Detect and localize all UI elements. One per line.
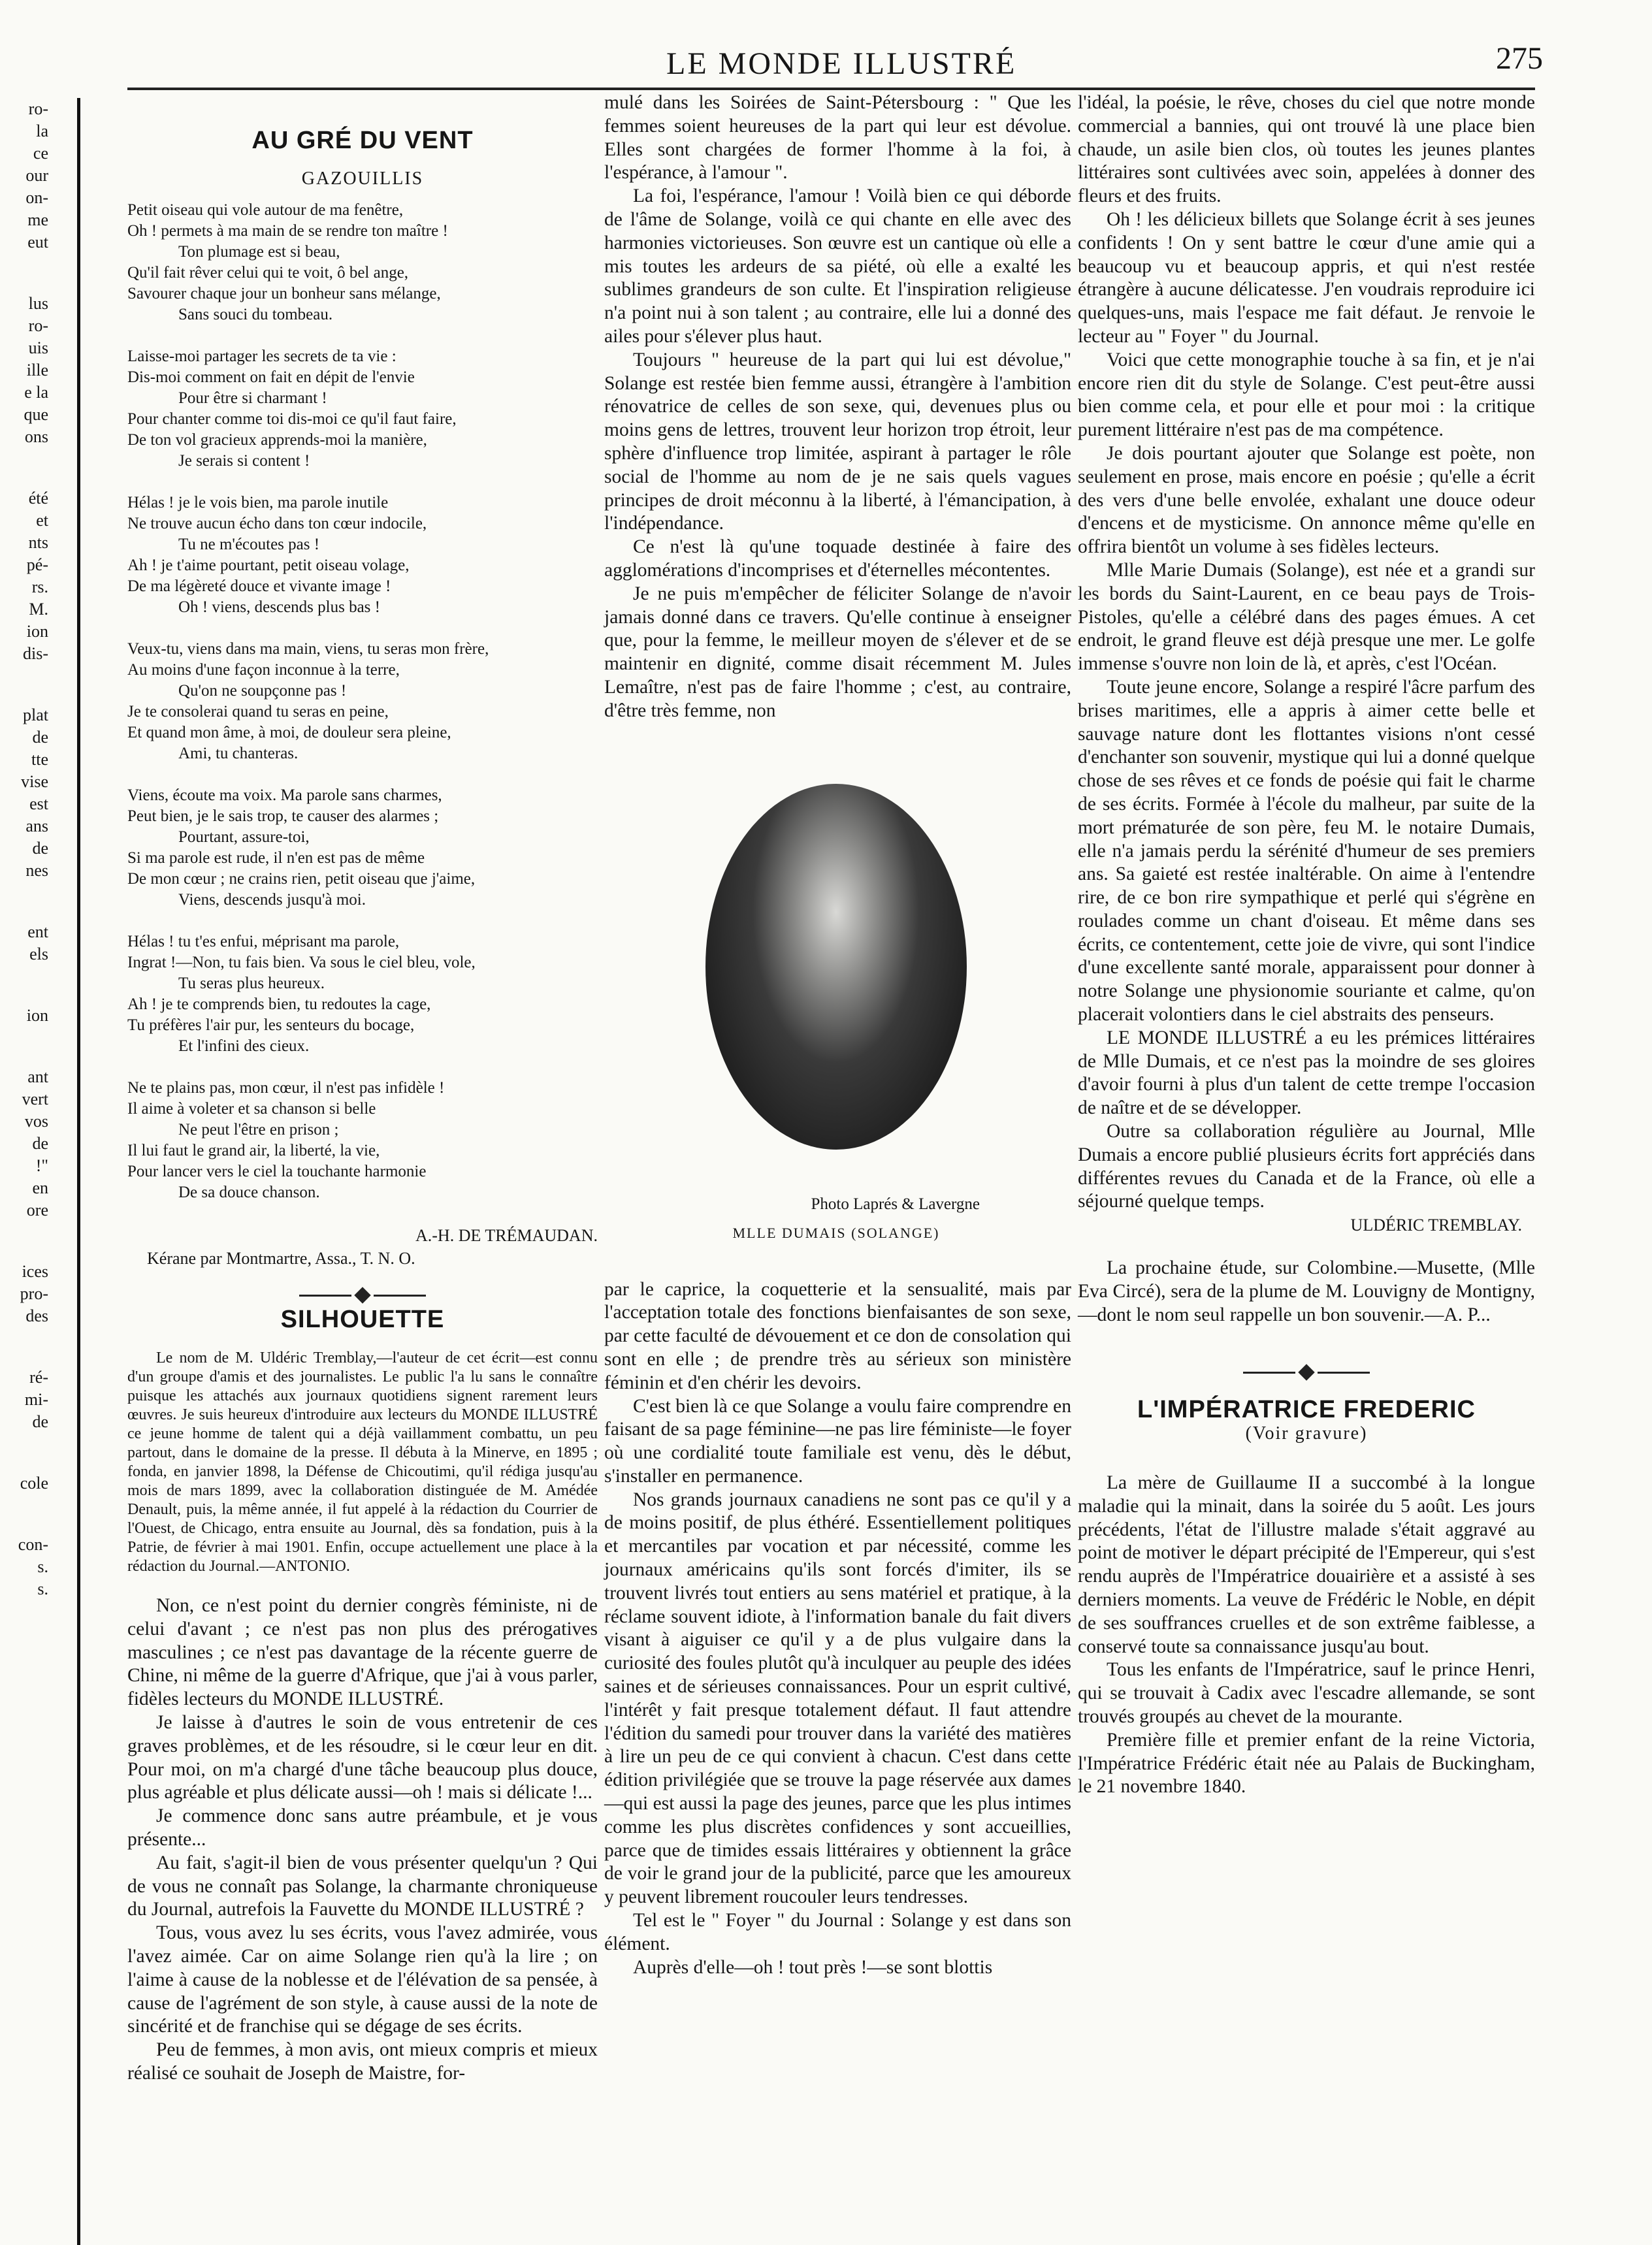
masthead-title: LE MONDE ILLUSTRÉ — [666, 46, 1017, 81]
poem-line: Ingrat !—Non, tu fais bien. Va sous le ciel bleu, vole, — [127, 953, 476, 971]
margin-fragment: ro- — [28, 99, 48, 118]
paragraph: Nos grands journaux canadiens ne sont pas ce qu'il y a de moins positif, de plus éthéré. Essentiellement politiques et mercantiles par vocation et par nécessité, comme les journaux américains qu'ils sont forcés d'imiter, ils se trouvent livrés tout entiers au sens matériel et pratique, à la réclame souvent idiote, à l'information banale du fait divers visant à aiguiser ce qu'il y a de plus vulgaire dans la curiosité des foules plutôt qu'à inculquer au peuple des idées saines et de sérieuses connaissances. Pour un esprit cultivé, l'intérêt y fait presque totalement défaut. Il faut attendre l'édition du samedi pour trouver dans la variété des matières à lire un peu de ce qui convient à chacun. C'est dans cette édition privilégiée que se trouve la page réservée aux dames—qui est aussi la page des jeunes, parce que les plus intimes comme les plus discrètes confidences y sont accueillies, parce que de timides essais littéraires y obtiennent la grâce de voir le grand jour de la publicité, parce que les amoureux y peuvent librement roucouler leurs tendresses. — [604, 1489, 1071, 1908]
photo-caption: MLLE DUMAIS (SOLANGE) — [732, 1225, 940, 1241]
paragraph: Je laisse à d'autres le soin de vous entretenir de ces graves problèmes, et de les résoudre, si le cœur leur en dit. Pour moi, on m'a chargé d'une tâche beaucoup plus douce, plus agréable et plus délicate aussi—oh ! mais si délicate !... — [127, 1711, 598, 1803]
poem-line: De mon cœur ; ne crains rien, petit oiseau que j'aime, — [127, 869, 476, 888]
margin-fragment: ion — [26, 622, 48, 641]
poem-line: Pour être si charmant ! — [178, 389, 327, 407]
paragraph: Auprès d'elle—oh ! tout près !—se sont blottis — [633, 1956, 993, 1978]
paragraph: C'est bien là ce que Solange a voulu faire comprendre en faisant de sa page féminine—ne pas lire féministe—le foyer où une cordialité toute familiale est venu, dès le début, s'installer en permanence. — [604, 1395, 1071, 1487]
margin-fragment: des — [25, 1306, 48, 1325]
paragraph: Tous les enfants de l'Impératrice, sauf le prince Henri, qui se trouvait à Cadix avec l'escadre allemande, se sont trouvés groupés au chevet de la mourante. — [1078, 1659, 1535, 1727]
portrait-oval-image — [705, 784, 967, 1150]
poem-line: Savourer chaque jour un bonheur sans mélange, — [127, 284, 441, 302]
margin-fragment: ille — [26, 361, 48, 380]
margin-fragment: ices — [22, 1262, 48, 1281]
silhouette-title: SILHOUETTE — [280, 1306, 445, 1334]
poem-line: Qu'on ne soupçonne pas ! — [178, 681, 347, 700]
silhouette-body — [127, 1594, 598, 2086]
poem-line: De sa douce chanson. — [178, 1183, 320, 1201]
margin-fragment: lus — [28, 294, 48, 313]
margin-fragment: rs. — [31, 577, 48, 596]
page-header — [0, 0, 1652, 98]
margin-fragment: e la — [24, 383, 48, 402]
poem-line: Au moins d'une façon inconnue à la terre, — [127, 660, 400, 679]
empress-title: L'IMPÉRATRICE FREDERIC — [1137, 1396, 1476, 1424]
paragraph: Ce n'est là qu'une toquade destinée à faire des agglomérations d'incomprises et d'éternelles mécontentes. — [604, 536, 1071, 581]
poem-line: Peut bien, je le sais trop, te causer des alarmes ; — [127, 807, 439, 825]
poem-line: Ah ! je t'aime pourtant, petit oiseau volage, — [127, 556, 410, 574]
margin-fragment: pé- — [26, 555, 48, 574]
margin-fragment: et — [36, 511, 48, 530]
paragraph: Tous, vous avez lu ses écrits, vous l'avez admirée, vous l'avez aimée. Car on aime Solange rien qu'à la lire ; on l'aime à cause de la noblesse et de l'élévation de sa pensée, à cause de l'agrément de son style, à cause aussi de la note de sincérité et de franchise qui se dégage de ses écrits. — [127, 1922, 598, 2037]
poem-line: Tu seras plus heureux. — [178, 974, 325, 992]
poem-place: Kérane par Montmartre, Assa., T. N. O. — [147, 1249, 415, 1268]
paragraph: Non, ce n'est point du dernier congrès féministe, ni de celui d'avant ; ce n'est pas non plus des prérogatives masculines ; ce n'est pas davantage de la récente guerre de Chine, ni même de la guerre d'Afrique, que j'ai à vous parler, fidèles lecteurs du MONDE ILLUSTRÉ. — [127, 1594, 598, 1710]
margin-fragment: nts — [28, 533, 48, 552]
poem — [127, 200, 598, 1224]
margin-fragment: con- — [18, 1535, 48, 1554]
margin-fragment: plat — [23, 705, 48, 724]
margin-fragment: me — [27, 210, 48, 229]
paragraph: mulé dans les Soirées de Saint-Pétersbourg : " Que les femmes soient heureuses de la part qui leur est dévolue. Elles sont chargées de former l'homme à la foi, à l'espérance, à l'amour ". — [604, 92, 1071, 184]
poem-line: Ne trouve aucun écho dans ton cœur indocile, — [127, 514, 427, 532]
paragraph: Au fait, s'agit-il bien de vous présenter quelqu'un ? Qui de vous ne connaît pas Solange, la charmante chroniqueuse du Journal, autrefois la Fauvette du MONDE ILLUSTRÉ ? — [127, 1852, 598, 1920]
margin-fragment: tte — [31, 750, 48, 769]
column-2-text-bottom — [604, 1278, 1071, 1980]
margin-fragment: de — [32, 1412, 48, 1431]
poem-line: Veux-tu, viens dans ma main, viens, tu seras mon frère, — [127, 639, 489, 658]
paragraph: Mlle Marie Dumais (Solange), est née et a grandi sur les bords du Saint-Laurent, en ce beau pays de Trois-Pistoles, qu'elle a célébré dans des pages émues. A cet endroit, le grand fleuve est déjà presque une mer. Le golfe immense s'ouvre non loin de là, et après, c'est l'Océan. — [1078, 559, 1535, 675]
margin-fragment: s. — [37, 1557, 48, 1576]
margin-fragment: vise — [21, 772, 48, 791]
column-3 — [1078, 91, 1535, 1799]
column-1 — [127, 91, 598, 2086]
margin-fragment: ant — [27, 1067, 48, 1086]
poem-line: Et quand mon âme, à moi, de douleur sera pleine, — [127, 723, 451, 741]
poem-subtitle: GAZOUILLIS — [301, 168, 424, 189]
margin-fragment: mi- — [24, 1390, 48, 1409]
paragraph: par le caprice, la coquetterie et la sensualité, mais par l'acceptation totale des fonctions bienfaisantes de son sexe, par cette faculté de dévouement et ce don de consolation qui sont en elle ; de prendre très au sérieux son ministère féminin et d'en chérir les devoirs. — [604, 1278, 1071, 1393]
column-3-text — [1078, 91, 1535, 1214]
poem-line: Et l'infini des cieux. — [178, 1037, 310, 1055]
margin-fragment: s. — [37, 1579, 48, 1598]
poem-line: Hélas ! je le vois bien, ma parole inutile — [127, 493, 389, 511]
margin-fragment: est — [29, 794, 48, 813]
poem-line: Pourtant, assure-toi, — [178, 828, 310, 846]
margin-fragment: ore — [26, 1201, 48, 1219]
poem-line: Pour chanter comme toi dis-moi ce qu'il faut faire, — [127, 410, 457, 428]
poem-line: Qu'il fait rêver celui qui te voit, ô bel ange, — [127, 263, 409, 282]
previous-page-margin — [0, 98, 52, 2188]
margin-fragment: été — [28, 489, 48, 508]
margin-fragment: de — [32, 839, 48, 858]
margin-fragment: pro- — [20, 1284, 48, 1303]
margin-fragment: ion — [26, 1006, 48, 1025]
poem-title: AU GRÉ DU VENT — [251, 127, 474, 154]
paragraph: Je ne puis m'empêcher de féliciter Solange de n'avoir jamais donné dans ce travers. Qu'elle continue à enseigner que, pour la femme, le meilleur moyen de s'élever et de se maintenir en dignité, comme disait récemment M. Jules Lemaître, n'est pas de faire l'homme ; c'est, au contraire, d'être très femme, non — [604, 583, 1071, 721]
column-2-text-top — [604, 91, 1071, 723]
paragraph: Toute jeune encore, Solange a respiré l'âcre parfum des brises maritimes, elle a appris à aimer cette belle et sauvage nature dont les flottantes visions n'ont cessé d'enchanter son souvenir, mystique qui lui a donné quelque chose de ses rêves et ce fonds de poésie qui fait le charme de ses écrits. Formée à l'école du malheur, par suite de la mort prématurée de son père, feu M. le notaire Dumais, elle n'a jamais perdu la sérénité d'humeur de ses premiers ans. Sa gaieté est restée inaltérable. On aime à l'entendre rire, de ce bon rire sympathique et perlé qui s'égrène en roulades comme un chant d'oiseau. Et même dans ses écrits, ce contentement, cette joie de vivre, qui sont l'indice d'une excellente santé morale, apparaissent pour donner à notre Solange une physionomie souriante et calme, qu'on placerait volontiers dans le ciel abstraits des penseurs. — [1078, 676, 1535, 1026]
poem-author: A.-H. DE TRÉMAUDAN. — [415, 1225, 598, 1245]
poem-line: Il aime à voleter et sa chanson si belle — [127, 1099, 376, 1118]
paragraph: Toujours " heureuse de la part qui lui est dévolue," Solange est restée bien femme aussi, étrangère à l'ambition rénovatrice de celles de son sexe, qui, devenues plus ou moins gens de lettres, trouvent leur horizon trop étroit, leur sphère d'influence trop limitée, aspirant à partager le rôle social de l'homme au nom de je ne sais quels vagues principes de droit méconnu à la liberté, à l'émancipation, à l'indépendance. — [604, 349, 1071, 534]
margin-fragment: ro- — [28, 316, 48, 335]
poem-line: Sans souci du tombeau. — [178, 305, 333, 323]
paragraph: l'idéal, la poésie, le rêve, choses du ciel que notre monde commercial a bannies, qui ont trouvé là une place bien chaude, un asile bien clos, où toutes les jeunes plantes littéraires sont cultivées avec soin, appelées à donner des fleurs et des fruits. — [1078, 92, 1535, 207]
margin-fragment: M. — [29, 600, 48, 619]
margin-fragment: ent — [27, 922, 48, 941]
margin-fragment: eut — [27, 233, 48, 251]
margin-fragment: ans — [25, 816, 48, 835]
poem-line: Dis-moi comment on fait en dépit de l'envie — [127, 368, 415, 386]
margin-fragment: que — [24, 405, 48, 424]
section-ornament — [127, 1282, 598, 1308]
poem-line: Viens, écoute ma voix. Ma parole sans charmes, — [127, 786, 442, 804]
poem-line: Ami, tu chanteras. — [178, 744, 299, 762]
margin-fragment: en — [32, 1178, 48, 1197]
page-number: 275 — [1496, 41, 1543, 76]
header-rule — [127, 88, 1535, 90]
poem-line: Viens, descends jusqu'à moi. — [178, 890, 366, 909]
poem-line: De ma légèreté douce et vivante image ! — [127, 577, 391, 595]
margin-fragment: vert — [22, 1090, 48, 1108]
margin-fragment: dis- — [23, 644, 48, 663]
poem-line: De ton vol gracieux apprends-moi la manière, — [127, 430, 427, 449]
paragraph: La foi, l'espérance, l'amour ! Voilà bien ce qui déborde de l'âme de Solange, voilà ce qui chante en elle avec des harmonies victorieuses. Son œuvre est un cantique où elle a mis toutes les ardeurs de sa piété, où elle a exalté les sublimes grandeurs de son culte. Et l'inspiration religieuse n'a point nui à son talent ; au contraire, elle lui a donné des ailes pour s'élever plus haut. — [604, 186, 1071, 347]
poem-line: Hélas ! tu t'es enfui, méprisant ma parole, — [127, 932, 400, 950]
poem-line: Ah ! je te comprends bien, tu redoutes la cage, — [127, 995, 431, 1013]
empress-body — [1078, 1472, 1535, 1799]
margin-fragment: ons — [24, 427, 48, 446]
margin-fragment: our — [25, 166, 48, 185]
paragraph: Je dois pourtant ajouter que Solange est poète, non seulement en prose, mais encore en poésie ; qu'elle a écrit des vers d'une belle envolée, exhalant une douce odeur d'encens et de mysticisme. On annonce même qu'elle en offrira bientôt un volume à ses fidèles lecteurs. — [1078, 442, 1535, 558]
margin-fragment: cole — [20, 1474, 48, 1493]
margin-fragment: ce — [33, 144, 48, 163]
portrait-photo — [692, 784, 980, 1264]
poem-line: Il lui faut le grand air, la liberté, la vie, — [127, 1141, 380, 1159]
section-ornament-2 — [1078, 1359, 1535, 1385]
margin-fragment: vos — [24, 1112, 48, 1131]
margin-fragment: els — [29, 945, 48, 963]
paragraph: Tel est le " Foyer " du Journal : Solange y est dans son élément. — [604, 1910, 1071, 1954]
paragraph: Peu de femmes, à mon avis, ont mieux compris et mieux réalisé ce souhait de Joseph de Maistre, for- — [127, 2039, 598, 2084]
poem-line: Ton plumage est si beau, — [178, 242, 340, 261]
photo-credit: Photo Laprés & Lavergne — [811, 1195, 980, 1213]
paragraph: Oh ! les délicieux billets que Solange écrit à ses jeunes confidents ! On y sent battre le cœur d'une amie qui a beaucoup vu et beaucoup appris, et qui n'est restée étrangère à aucune délicatesse. J'en voudrais reproduire ici quelques-uns, mais l'espace me fait défaut. Je renvoie le lecteur au " Foyer " du Journal. — [1078, 208, 1535, 347]
paragraph: La mère de Guillaume II a succombé à la longue maladie qui la minait, dans la soirée du 5 août. Les jours précédents, l'état de l'illustre malade s'était aggravé au point de motiver le départ précipité de l'Empereur, qui s'est rendu auprès de l'Impératrice douairière et a assisté à ses derniers moments. La veuve de Frédéric le Noble, en dépit de ses souffrances cruelles et de son extrême faiblesse, a conservé toute sa connaissance jusqu'au bout. — [1078, 1472, 1535, 1657]
poem-line: Oh ! viens, descends plus bas ! — [178, 598, 380, 616]
margin-fragment: de — [32, 728, 48, 747]
paragraph: Voici que cette monographie touche à sa fin, et je n'ai encore rien dit du style de Solange. C'est peut-être aussi bien comme cela, et pour elle et pour moi : la critique purement littéraire n'est pas de ma compétence. — [1078, 349, 1535, 441]
margin-fragment: ré- — [29, 1368, 48, 1387]
paragraph: Première fille et premier enfant de la reine Victoria, l'Impératrice Frédéric était née au Palais de Buckingham, le 21 novembre 1840. — [1078, 1729, 1535, 1798]
article-signature: ULDÉRIC TREMBLAY. — [1350, 1216, 1522, 1235]
poem-line: Tu ne m'écoutes pas ! — [178, 535, 320, 553]
margin-fragment: de — [32, 1134, 48, 1153]
empress-subtitle: (Voir gravure) — [1245, 1423, 1368, 1444]
poem-line: Ne peut l'être en prison ; — [178, 1120, 339, 1139]
margin-fragment: on- — [25, 188, 48, 207]
poem-line: Laisse-moi partager les secrets de ta vie : — [127, 347, 397, 365]
poem-line: Tu préfères l'air pur, les senteurs du bocage, — [127, 1016, 415, 1034]
margin-fragment: nes — [25, 861, 48, 880]
poem-line: Je serais si content ! — [178, 451, 310, 470]
margin-fragment: la — [36, 121, 48, 140]
poem-line: Petit oiseau qui vole autour de ma fenêtre, — [127, 201, 404, 219]
poem-line: Oh ! permets à ma main de se rendre ton maître ! — [127, 221, 448, 240]
paragraph: LE MONDE ILLUSTRÉ a eu les prémices littéraires de Mlle Dumais, et ce n'est pas la moindre de ses gloires d'avoir fourni à plus d'un talent de cette trempe l'occasion de naître et de se développer. — [1078, 1027, 1535, 1119]
poem-line: Pour lancer vers le ciel la touchante harmonie — [127, 1162, 427, 1180]
margin-fragment: uis — [28, 338, 48, 357]
poem-line: Si ma parole est rude, il n'en est pas de même — [127, 848, 425, 867]
paragraph: Je commence donc sans autre préambule, et je vous présente... — [127, 1805, 598, 1850]
next-study-note: La prochaine étude, sur Colombine.—Musette, (Mlle Eva Circé), sera de la plume de M. Louvigny de Montigny,—dont le nom seul rappelle un bon souvenir.—A. P... — [1078, 1257, 1535, 1325]
poem-line: Je te consolerai quand tu seras en peine, — [127, 702, 389, 720]
paragraph: Outre sa collaboration régulière au Journal, Mlle Dumais a encore publié plusieurs écrits fort appréciés dans différentes revues du Canada et de la France, où elle a séjourné quelque temps. — [1078, 1121, 1535, 1212]
margin-fragment: !" — [35, 1156, 48, 1175]
gutter-rule — [77, 98, 80, 2245]
silhouette-note: Le nom de M. Uldéric Tremblay,—l'auteur de cet écrit—est connu d'un groupe d'amis et des journalistes. Le public l'a lu sans le connaître puisque les attachés aux journaux quotidiens signent rarement leurs œuvres. Je suis heureux d'introduire aux lecteurs du MONDE ILLUSTRÉ ce jeune homme de talent qui a déjà vaillamment combattu, un peu partout, dans le domaine de la presse. Il débuta à la Minerve, en 1895 ; fonda, en janvier 1898, la Défense de Chicoutimi, qu'il rédiga jusqu'au mois de mars 1899, avec la collaboration distinguée de M. Amédée Denault, puis, la même année, il fut appelé à la rédaction du Courrier de l'Ouest, de Chicago, entra ensuite au Journal, dès sa fondation, puis à la Patrie, de février à mai 1901. Enfin, occupe actuellement une place à la rédaction du Journal.—ANTONIO. — [127, 1349, 598, 1575]
poem-line: Ne te plains pas, mon cœur, il n'est pas infidèle ! — [127, 1078, 445, 1097]
